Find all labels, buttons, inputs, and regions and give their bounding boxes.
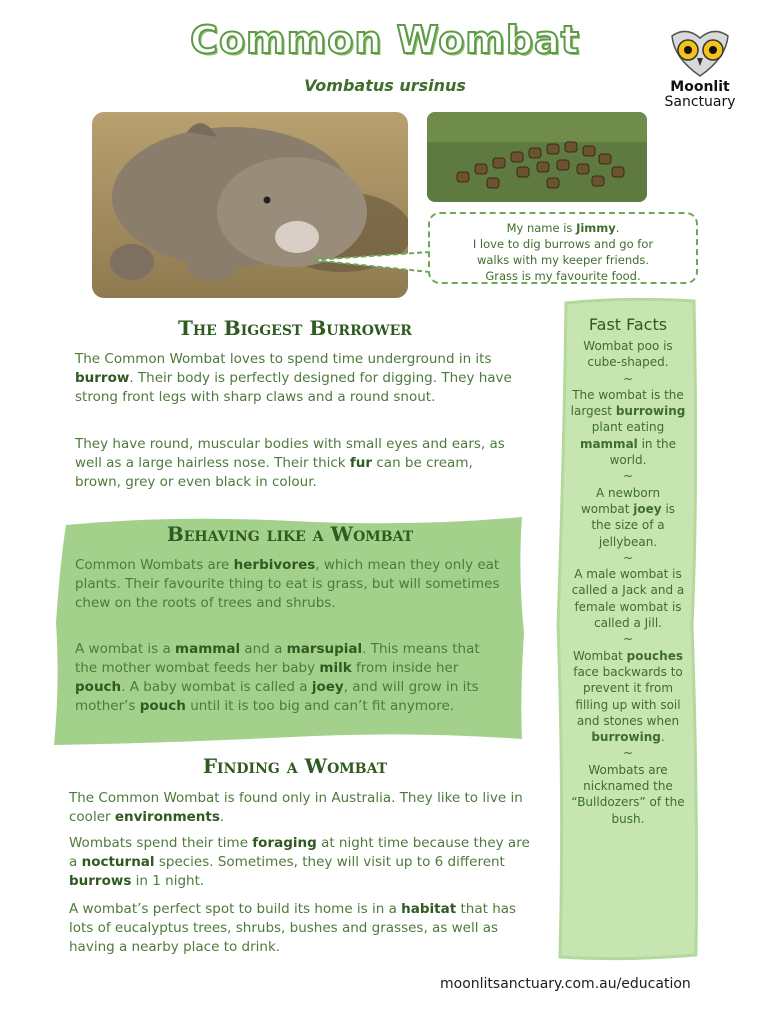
text-run: is the size of a jellybean. — [591, 501, 676, 549]
speech-bubble — [428, 212, 698, 284]
wombat-poo-photo — [427, 112, 647, 202]
text-run: A male wombat is called a Jack and a female wombat is called a Jill. — [571, 567, 685, 631]
text-run: in the world. — [609, 436, 677, 468]
text-run: face backwards to prevent it from filling up with soil and stones when — [573, 664, 683, 728]
text-run: , which mean they only eat plants. Their favourite thing to eat is grass, but will sometimes chew on the roots of trees and shrubs. — [75, 557, 500, 611]
text-run: They have round, muscular bodies with small eyes and ears, as well as a large hairless nose. Their thick — [75, 436, 505, 471]
keyword: marsupial — [286, 641, 363, 657]
keyword: joey — [633, 501, 662, 516]
paragraph-marsupial — [75, 640, 505, 716]
text-run: until it is too big and can’t fit anymore. — [185, 698, 455, 714]
text-run: . This means that the mother wombat feeds her baby — [75, 641, 480, 676]
fact-item — [570, 485, 686, 550]
page-title: Common Wombat — [190, 18, 580, 62]
fast-facts-list — [570, 338, 686, 827]
logo-name-line1: Moonlit — [670, 79, 730, 95]
text-run: . — [660, 730, 665, 745]
keyword: mammal — [579, 436, 638, 451]
text-run: plant eating — [591, 420, 665, 435]
keyword: environments — [114, 809, 220, 825]
paragraph-herbivores — [75, 556, 505, 613]
keyword: burrows — [69, 873, 132, 889]
text-run: Wombats spend their time — [69, 835, 253, 851]
text-run: Common Wombats are — [75, 557, 234, 573]
keyword: foraging — [252, 835, 317, 851]
keyword: mammal — [175, 641, 241, 657]
fact-item — [570, 387, 686, 468]
bubble-line-1: My name is Jimmy. — [506, 221, 620, 235]
text-run: at night time because they are a — [69, 835, 530, 870]
keyword: habitat — [401, 901, 457, 917]
text-run: A newborn wombat — [580, 485, 661, 516]
keyword: joey — [311, 679, 344, 695]
keyword: pouch — [75, 679, 122, 695]
text-run: from inside her — [351, 660, 459, 676]
paragraph-australia — [69, 789, 539, 827]
text-run: A wombat’s perfect spot to build its home is in a — [69, 901, 402, 917]
bubble-line-2: I love to dig burrows and go for — [472, 237, 654, 251]
scientific-name: Vombatus ursinus — [304, 76, 466, 95]
bubble-line-3: walks with my keeper friends. — [476, 253, 650, 267]
fact-item — [570, 762, 686, 827]
text-run: A wombat is a — [75, 641, 176, 657]
fact-item — [570, 648, 686, 746]
keyword: pouch — [139, 698, 186, 714]
heading-behaving-like-a-wombat: Behaving like a Wombat — [166, 522, 414, 546]
fact-separator: ~ — [622, 371, 634, 386]
text-run: . A baby wombat is called a — [121, 679, 312, 695]
fast-facts-title: Fast Facts — [588, 315, 668, 334]
text-run: The wombat is the largest — [570, 387, 684, 419]
moonlit-sanctuary-logo — [655, 28, 745, 118]
paragraph-nocturnal — [69, 834, 539, 891]
text-run: The Common Wombat loves to spend time underground in its — [75, 351, 492, 367]
text-run: in 1 night. — [131, 873, 205, 889]
fact-separator: ~ — [622, 550, 634, 565]
fact-item — [570, 338, 686, 371]
keyword: burrowing — [615, 404, 686, 419]
website-url[interactable]: moonlitsanctuary.com.au/education — [440, 976, 691, 992]
fact-item — [570, 566, 686, 631]
text-run: . Their body is perfectly designed for digging. They have strong front legs with sharp claws and a round snout. — [75, 370, 512, 405]
text-run: Wombat — [572, 648, 627, 663]
owl-icon — [666, 28, 734, 80]
fact-separator: ~ — [622, 469, 634, 484]
text-run: Wombat poo is cube-shaped. — [583, 339, 673, 370]
paragraph-burrow — [75, 350, 515, 407]
keyword: herbivores — [233, 557, 316, 573]
text-run: and a — [240, 641, 287, 657]
keyword: burrow — [75, 370, 130, 386]
text-run: that has lots of eucalyptus trees, shrubs, bushes and grasses, as well as having a nearby place to drink. — [69, 901, 517, 955]
keyword: burrowing — [591, 730, 661, 745]
paragraph-habitat — [69, 900, 539, 957]
heading-finding-a-wombat: Finding a Wombat — [202, 754, 388, 778]
keyword: fur — [349, 455, 373, 471]
keyword: milk — [319, 660, 352, 676]
text-run: Wombats are nicknamed the “Bulldozers” of the bush. — [571, 762, 685, 826]
fact-separator: ~ — [622, 746, 634, 761]
keyword: nocturnal — [81, 854, 155, 870]
speech-bubble-tail — [312, 250, 432, 280]
text-run: , and will grow in its mother’s — [75, 679, 479, 714]
keyword: pouches — [626, 648, 683, 663]
text-run: The Common Wombat is found only in Australia. They like to live in cooler — [69, 790, 523, 825]
text-run: can be cream, brown, grey or even black in colour. — [75, 455, 473, 490]
heading-biggest-burrower: The Biggest Burrower — [178, 316, 412, 340]
fact-separator: ~ — [622, 632, 634, 647]
bubble-line-4: Grass is my favourite food. — [485, 269, 641, 283]
logo-name-line2: Sanctuary — [664, 94, 736, 110]
text-run: species. Sometimes, they will visit up to 6 different — [154, 854, 505, 870]
text-run: . — [219, 809, 225, 825]
paragraph-body — [75, 435, 515, 492]
